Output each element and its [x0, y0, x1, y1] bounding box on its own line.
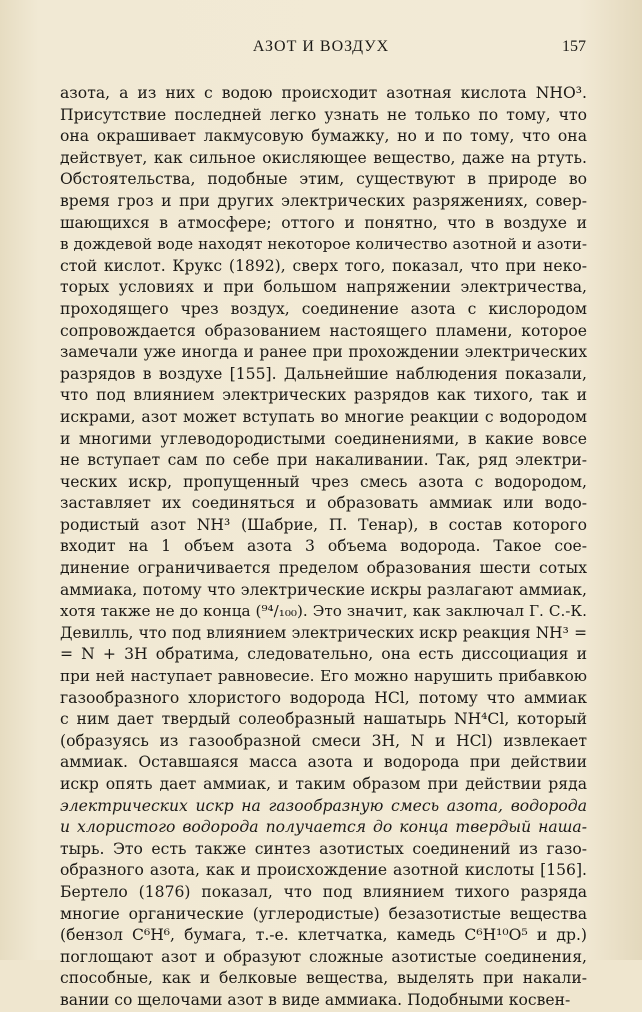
text-line: шающихся в атмосфере; оттого и понятно, что в воздухе и: [60, 213, 587, 232]
text-line: стой кислот. Крукс (1892), сверх того, показал, что при неко-: [60, 256, 587, 275]
body-text: [60, 83, 587, 1012]
text-line: при ней наступает равновесие. Его можно нарушить прибавкою: [60, 667, 587, 686]
text-line: поглощают азот и образуют сложные азотистые соединения,: [60, 947, 587, 966]
text-line: газообразного хлористого водорода HCl, потому что аммиак: [60, 688, 587, 707]
text-line: (бензол C⁶H⁶, бумага, т.-е. клетчатка, камедь C⁶H¹⁰O⁵ и др.): [60, 926, 587, 945]
text-line: она окрашивает лакмусовую бумажку, но и по тому, что она: [60, 127, 587, 146]
text-line: действует, как сильное окисляющее вещество, даже на ртуть.: [60, 148, 587, 167]
text-line: аммиака, потому что электрические искры разлагают аммиак,: [60, 580, 587, 599]
text-line: Бертело (1876) показал, что под влиянием тихого разряда: [60, 882, 587, 901]
text-line: входит на 1 объем азота 3 объема водорода. Такое сое-: [60, 537, 587, 556]
text-line: многие органические (углеродистые) безазотистые вещества: [60, 904, 587, 923]
page-number: 157: [562, 38, 586, 55]
text-line: и многими углеводородистыми соединениями, в какие вовсе: [60, 429, 587, 448]
text-line: сопровождается образованием настоящего пламени, которое: [60, 321, 587, 340]
text-line: Обстоятельства, подобные этим, существуют в природе во: [60, 170, 587, 189]
running-title: АЗОТ И ВОЗДУХ: [252, 38, 390, 55]
page-header: [0, 38, 642, 64]
text-line: торых условиях и при большом напряжении электричества,: [60, 278, 587, 297]
text-line: (образуясь из газообразной смеси 3H, N и HCl) извлекает: [60, 731, 587, 750]
text-line: не вступает сам по себе при накаливании. Так, ряд электри-: [60, 451, 587, 470]
text-line: хотя также не до конца (⁹⁴/₁₀₀). Это значит, как заключал Г. С.-К.: [60, 602, 587, 621]
text-line: аммиак. Оставшаяся масса азота и водорода при действии: [60, 753, 587, 772]
text-line: азота, а из них с водою происходит азотная кислота NHO³.: [60, 84, 587, 102]
text-line: с ним дает твердый солеобразный нашатырь NH⁴Cl, который: [60, 710, 587, 729]
text-line: образного азота, как и происхождение азотной кислоты [156].: [60, 861, 587, 880]
text-line: проходящего чрез воздух, соединение азота с кислородом: [60, 299, 587, 318]
text-line: динение ограничивается пределом образования шести сотых: [60, 559, 587, 578]
text-line: способные, как и белковые вещества, выделять при накали-: [60, 969, 587, 988]
text-line: Присутствие последней легко узнать не только по тому, что: [60, 105, 587, 124]
text-line: что под влиянием электрических разрядов как тихого, так и: [60, 386, 587, 405]
text-line: родистый азот NH³ (Шабрие, П. Тенар), в состав которого: [60, 515, 587, 534]
text-line-italic: электрических искр на газообразную смесь азота, водорода: [60, 796, 587, 815]
text-line: замечали уже иногда и ранее при прохождении электрических: [60, 343, 587, 362]
text-line-italic: и хлористого водорода получается до конца твердый наша-: [60, 818, 587, 837]
text-line: = N + 3H обратима, следовательно, она есть диссоциация и: [60, 645, 587, 664]
text-line: разрядов в воздухе [155]. Дальнейшие наблюдения показали,: [60, 364, 587, 383]
text-line: тырь. Это есть также синтез азотистых соединений из газо-: [60, 839, 587, 858]
text-line: Девилль, что под влиянием электрических искр реакция NH³ =: [60, 623, 587, 642]
text-line: время гроз и при других электрических разряжениях, совер-: [60, 191, 587, 210]
text-line-bold-term: заставляет их соединяться и образовать аммиак или водо-: [60, 494, 587, 513]
text-line: искрами, азот может вступать во многие реакции с водородом: [60, 407, 587, 426]
text-line: вании со щелочами азот в виде аммиака. Подобными косвен-: [60, 990, 571, 1009]
text-line-italic: искр опять дает аммиак, и таким образом при действии ряда: [60, 775, 587, 793]
text-line: ческих искр, пропущенный чрез смесь азота с водородом,: [60, 472, 587, 491]
text-line: в дождевой воде находят некоторое количество азотной и азоти-: [60, 235, 587, 254]
